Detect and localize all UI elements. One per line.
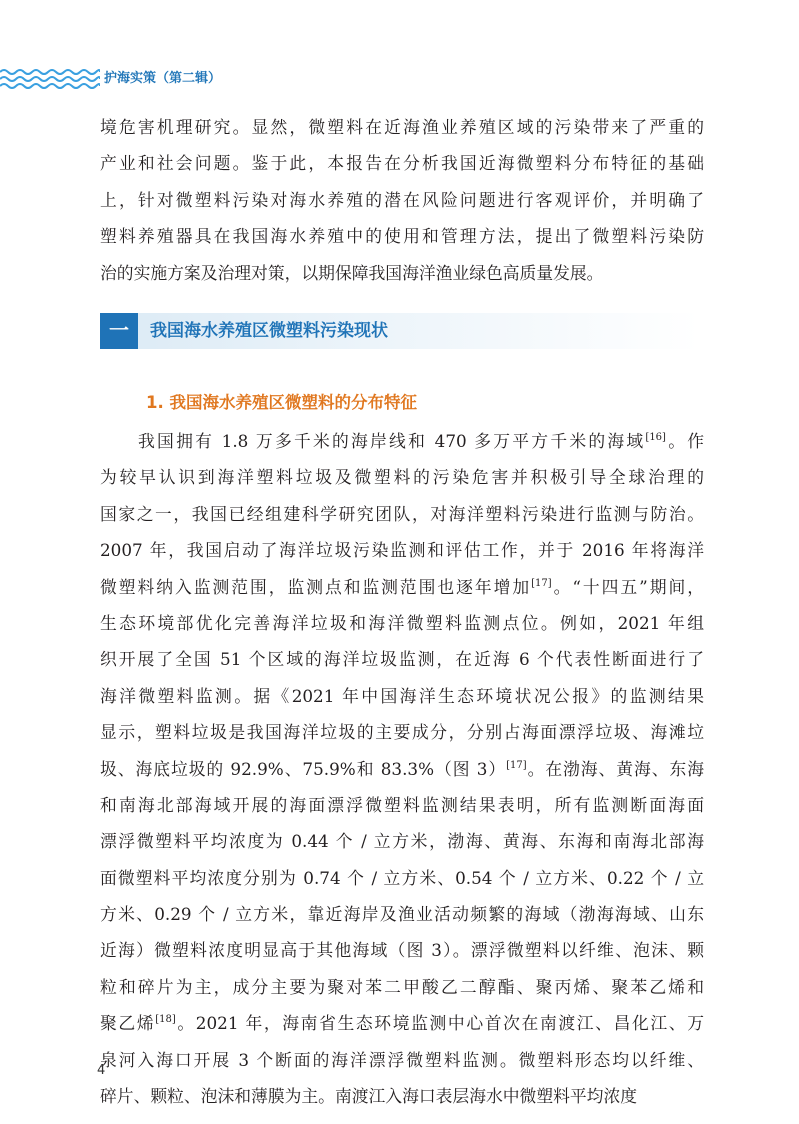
text-line: [100, 641, 704, 677]
text-run: 。“十四五”期间，: [551, 576, 704, 597]
text-run: 织开展了全国 51 个区域的海洋垃圾监测，在近海 6 个代表性断面进行了: [100, 649, 704, 670]
body-paragraph: [100, 423, 704, 1114]
text-line: 上，针对微塑料污染对海水养殖的潜在风险问题进行客观评价，并明确了: [100, 189, 704, 210]
text-run: 聚乙烯: [100, 1013, 156, 1034]
text-run: 海洋微塑料监测。据《2021 年中国海洋生态环境状况公报》的监测结果: [100, 685, 704, 706]
citation-ref: [18]: [155, 1014, 176, 1026]
text-line: [100, 823, 704, 859]
text-run: 。作: [665, 431, 704, 451]
subsection-title: 1. 我国海水养殖区微塑料的分布特征: [146, 393, 417, 412]
text-run: 2007 年，我国启动了海洋垃圾污染监测和评估工作，并于 2016 年将海洋: [100, 540, 704, 561]
text-line: [100, 1078, 704, 1114]
text-run: 国家之一，我国已经组建科学研究团队，对海洋塑料污染进行监测与防治。: [100, 503, 704, 524]
page-number: 4: [97, 1063, 106, 1078]
text-line: [100, 496, 704, 532]
series-title: 护海实策（第二辑）: [104, 71, 222, 86]
text-run: 近海）微塑料浓度明显高于其他海域（图 3）。漂浮微塑料以纤维、泡沫、颗: [100, 940, 704, 961]
text-line: [100, 969, 704, 1005]
text-line: [100, 787, 704, 823]
text-run: 。在渤海、黄海、东海: [526, 758, 704, 779]
text-run: 泉河入海口开展 3 个断面的海洋漂浮微塑料监测。微塑料形态均以纤维、: [100, 1049, 704, 1070]
section-heading: [100, 313, 700, 349]
citation-ref: [17]: [531, 577, 552, 589]
text-run: 面微塑料平均浓度分别为 0.74 个 / 立方米、0.54 个 / 立方米、0.22 个 / 立: [100, 867, 704, 888]
text-run: 碎片、颗粒、泡沫和薄膜为主。南渡江入海口表层海水中微塑料平均浓度: [100, 1086, 638, 1107]
text-run: 显示，塑料垃圾是我国海洋垃圾的主要成分，分别占海面漂浮垃圾、海滩垃: [100, 722, 704, 743]
text-run: 圾、海底垃圾的 92.9%、75.9%和 83.3%（图 3）: [100, 758, 507, 779]
text-line: 境危害机理研究。显然，微塑料在近海渔业养殖区域的污染带来了严重的: [100, 117, 704, 137]
text-line: [100, 1005, 704, 1041]
text-run: 我国拥有 1.8 万多千米的海岸线和 470 多万平方千米的海域: [100, 431, 646, 451]
text-line: [100, 459, 704, 495]
citation-ref: [16]: [645, 432, 666, 443]
text-run: 漂浮微塑料平均浓度为 0.44 个 / 立方米，渤海、黄海、东海和南海北部海: [100, 831, 704, 852]
intro-paragraph: [100, 109, 704, 291]
text-run: 粒和碎片为主，成分主要为聚对苯二甲酸乙二醇酯、聚丙烯、聚苯乙烯和: [100, 976, 704, 997]
text-line: [100, 532, 704, 568]
text-line: [100, 678, 704, 714]
text-line: [100, 860, 704, 896]
citation-ref: [17]: [506, 759, 527, 771]
text-run: 微塑料纳入监测范围，监测点和监测范围也逐年增加: [100, 576, 532, 597]
text-line: [100, 896, 704, 932]
text-line: [100, 714, 704, 750]
text-line: 产业和社会问题。鉴于此，本报告在分析我国近海微塑料分布特征的基础: [100, 153, 704, 174]
section-title: 我国海水养殖区微塑料污染现状: [150, 321, 388, 341]
text-line: [100, 1042, 704, 1078]
text-line: [100, 932, 704, 968]
text-run: 。2021 年，海南省生态环境监测中心首次在南渡江、昌化江、万: [175, 1013, 704, 1034]
text-line: [100, 605, 704, 641]
text-run: 为较早认识到海洋塑料垃圾及微塑料的污染危害并积极引导全球治理的: [100, 467, 704, 488]
text-run: 方米、0.29 个 / 立方米，靠近海岸及渔业活动频繁的海域（渤海海域、山东: [100, 904, 704, 925]
text-run: 和南海北部海域开展的海面漂浮微塑料监测结果表明，所有监测断面海面: [100, 794, 704, 815]
text-line: [100, 751, 704, 787]
text-line: [100, 569, 704, 605]
text-run: 生态环境部优化完善海洋垃圾和海洋微塑料监测点位。例如，2021 年组: [100, 612, 704, 633]
text-line: 塑料养殖器具在我国海水养殖中的使用和管理方法，提出了微塑料污染防: [100, 226, 704, 247]
text-line: 治的实施方案及治理对策，以期保障我国海洋渔业绿色高质量发展。: [100, 262, 604, 283]
text-line: [100, 423, 704, 459]
running-header: [0, 64, 420, 94]
section-number: 一: [100, 313, 138, 349]
waves-icon: [0, 64, 100, 94]
